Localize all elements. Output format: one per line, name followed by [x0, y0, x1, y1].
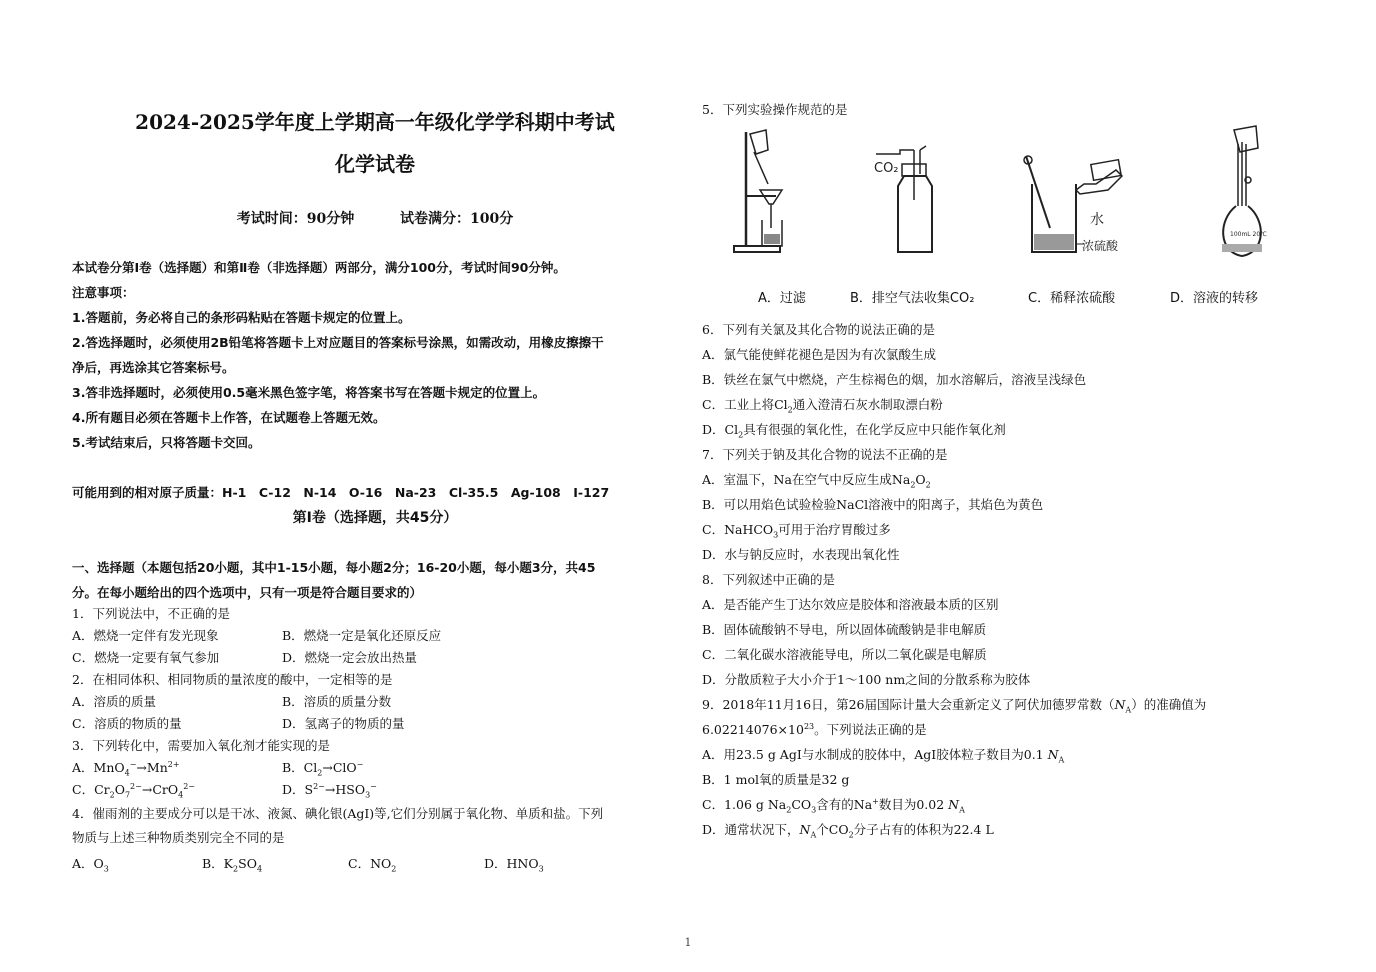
fig-water-label: 水 — [1090, 212, 1104, 228]
q3-option-b: B．$Cl_2\to ClO^-$ — [282, 759, 364, 778]
full-score: 试卷满分：100分 — [400, 211, 514, 227]
q5-option-c: C．稀释浓硫酸 — [1028, 291, 1116, 306]
q9-option-a: A．用23.5 g AgI与水制成的胶体中，AgI胶体粒子数目为0.1 $N_A$ — [702, 747, 1065, 765]
notice-item-2b: 净后，再选涂其它答案标号。 — [72, 360, 235, 375]
q4-option-a: A．$O_3$ — [72, 856, 109, 874]
q7-option-d: D．水与钠反应时，水表现出氧化性 — [702, 547, 900, 562]
notice-item-2a: 2.答选择题时，必须使用2B铅笔将答题卡上对应题目的答案标号涂黑，如需改动，用橡皮擦擦干 — [72, 335, 604, 350]
q1-option-d: D．燃烧一定会放出热量 — [282, 650, 418, 665]
q2-option-d: D．氢离子的物质的量 — [282, 716, 405, 731]
exam-subtitle: 化学试卷 — [335, 152, 415, 176]
q2-stem: 2．在相同体积、相同物质的量浓度的酸中，一定相等的是 — [72, 672, 393, 687]
notice-item-3: 3.答非选择题时，必须使用0.5毫米黑色签字笔，将答案书写在答题卡规定的位置上。 — [72, 385, 546, 400]
exam-title: 2024-2025学年度上学期高一年级化学学科期中考试 — [135, 110, 615, 134]
filtration-apparatus-figure — [732, 124, 812, 258]
q6-option-b: B．铁丝在氯气中燃烧，产生棕褐色的烟，加水溶解后，溶液呈浅绿色 — [702, 372, 1087, 387]
section1-title: 第Ⅰ卷（选择题，共45分） — [292, 510, 458, 526]
notice-item-4: 4.所有题目必须在答题卡上作答，在试题卷上答题无效。 — [72, 410, 386, 425]
q7-option-a: A．室温下，Na在空气中反应生成$Na_2O_2$ — [702, 472, 931, 490]
q3-option-c: C．$Cr_2O_7^{2-}\to CrO_4^{2-}$ — [72, 781, 195, 800]
q6-option-d: D．$Cl_2$具有很强的氧化性，在化学反应中只能作氧化剂 — [702, 422, 1006, 440]
intro: 本试卷分第Ⅰ卷（选择题）和第Ⅱ卷（非选择题）两部分，满分100分，考试时间90分钟。 — [72, 260, 566, 275]
q9-option-b: B．1 mol氧的质量是32 g — [702, 772, 850, 787]
q3-option-d: D．$S^{2-}\to HSO_3^-$ — [282, 781, 377, 800]
q1-option-a: A．燃烧一定伴有发光现象 — [72, 628, 219, 643]
q3-stem: 3．下列转化中，需要加入氧化剂才能实现的是 — [72, 738, 330, 753]
q2-option-a: A．溶质的质量 — [72, 694, 157, 709]
q6-stem: 6．下列有关氯及其化合物的说法正确的是 — [702, 322, 935, 337]
q1-option-b: B．燃烧一定是氧化还原反应 — [282, 628, 442, 643]
dilution-figure — [1020, 124, 1130, 258]
fig-acid-label: 浓硫酸 — [1082, 239, 1119, 253]
fig-co2-label: CO₂ — [874, 161, 899, 176]
q7-option-b: B．可以用焰色试验检验NaCl溶液中的阳离子，其焰色为黄色 — [702, 497, 1044, 512]
q4-stem-2: 物质与上述三种物质类别完全不同的是 — [72, 830, 285, 845]
q4-option-b: B．$K_2SO_4$ — [202, 856, 263, 874]
q6-option-c: C．工业上将$Cl_2$通入澄清石灰水制取漂白粉 — [702, 397, 943, 415]
q5-option-d: D．溶液的转移 — [1170, 291, 1259, 306]
exam-info — [72, 208, 678, 228]
fig-flask-label: 100mL 20℃ — [1230, 231, 1267, 238]
q2-option-c: C．溶质的物质的量 — [72, 716, 182, 731]
q1-option-c: C．燃烧一定要有氧气参加 — [72, 650, 220, 665]
q8-option-b: B．固体硫酸钠不导电，所以固体硫酸钠是非电解质 — [702, 622, 987, 637]
gas-collection-figure — [870, 124, 950, 258]
q9-option-d: D．通常状况下，$N_A$个$CO_2$分子占有的体积为22.4 L — [702, 822, 994, 840]
volumetric-flask-figure — [1210, 124, 1290, 258]
q9-option-c: C．1.06 g $Na_2CO_3$含有的Na+数目为0.02 $N_A$ — [702, 796, 965, 815]
q4-option-c: C．$NO_2$ — [348, 856, 397, 874]
q8-option-a: A．是否能产生丁达尔效应是胶体和溶液最本质的区别 — [702, 597, 999, 612]
q8-stem: 8．下列叙述中正确的是 — [702, 572, 835, 587]
q6-option-a: A．氯气能使鲜花褪色是因为有次氯酸生成 — [702, 347, 937, 362]
q2-option-b: B．溶质的质量分数 — [282, 694, 392, 709]
notice-item-1: 1.答题前，务必将自己的条形码粘贴在答题卡规定的位置上。 — [72, 310, 411, 325]
q7-stem: 7．下列关于钠及其化合物的说法不正确的是 — [702, 447, 948, 462]
q9-stem-1: 9．2018年11月16日，第26届国际计量大会重新定义了阿伏加德罗常数$(N_A)$的准确值为 — [702, 697, 1207, 715]
q5-stem: 5．下列实验操作规范的是 — [702, 102, 848, 117]
q5-option-b: B．排空气法收集CO₂ — [850, 291, 975, 306]
atomic-mass: 可能用到的相对原子质量：H-1 C-12 N-14 O-16 Na-23 Cl-35.5 Ag-108 I-127 — [72, 485, 610, 500]
q8-option-d: D．分散质粒子大小介于1～100 nm之间的分散系称为胶体 — [702, 672, 1031, 687]
part1-line2: 分。在每小题给出的四个选项中，只有一项是符合题目要求的） — [72, 585, 423, 600]
q4-option-d: D．$HNO_3$ — [484, 856, 544, 874]
exam-time: 考试时间：90分钟 — [236, 211, 355, 227]
q5-option-a: A．过滤 — [758, 291, 806, 306]
part1-line1: 一、选择题（本题包括20小题，其中1-15小题，每小题2分；16-20小题，每小题3分，共45 — [72, 560, 596, 575]
q7-option-c: C．NaHCO$_3$可用于治疗胃酸过多 — [702, 522, 891, 540]
notice-title: 注意事项： — [72, 285, 135, 300]
q8-option-c: C．二氧化碳水溶液能导电，所以二氧化碳是电解质 — [702, 647, 987, 662]
page-number: 1 — [684, 936, 692, 949]
q9-stem-2: $6.02214076\times 10^{23}$。下列说法正确的是 — [702, 721, 927, 737]
notice-item-5: 5.考试结束后，只将答题卡交回。 — [72, 435, 261, 450]
q4-stem-1: 4．催雨剂的主要成分可以是干冰、液氮、碘化银(AgI)等,它们分别属于氧化物、单质和盐。下列 — [72, 806, 604, 821]
q1-stem: 1．下列说法中，不正确的是 — [72, 606, 230, 621]
q3-option-a: A．$MnO_4^-\to Mn^{2+}$ — [72, 759, 180, 778]
